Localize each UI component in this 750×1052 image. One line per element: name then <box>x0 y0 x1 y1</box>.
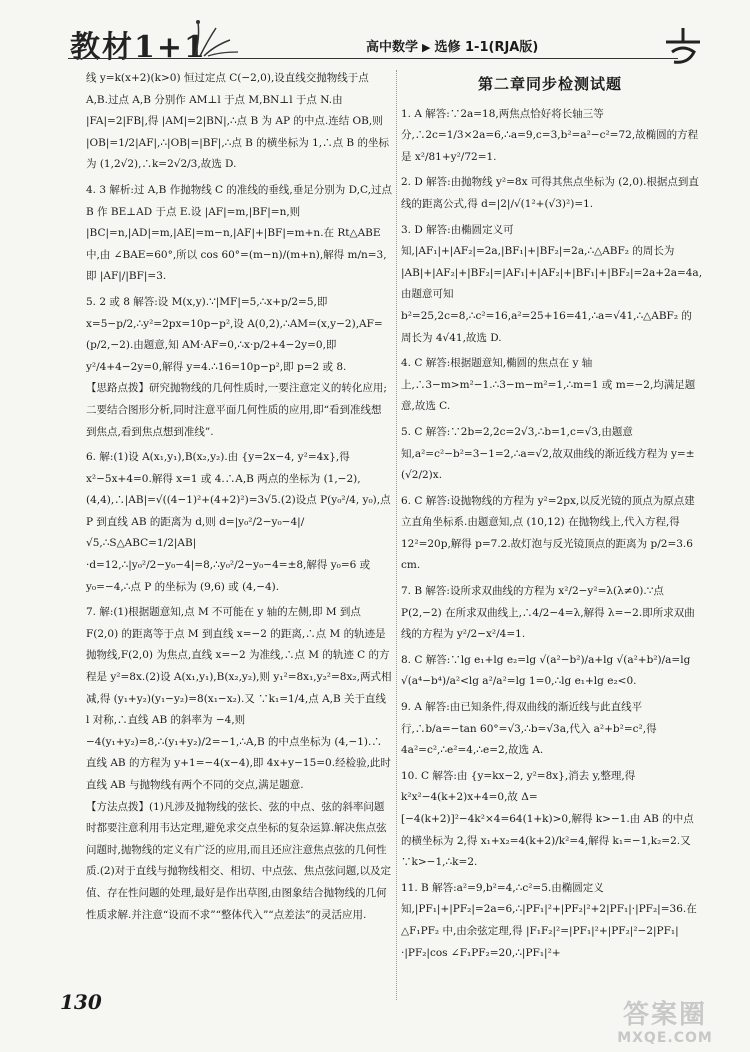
corner-glyph-icon <box>660 22 706 68</box>
brand-logo: 教材1+1 <box>70 30 207 65</box>
watermark-main: 答案圈 <box>622 1000 707 1030</box>
page-number: 130 <box>60 990 102 1014</box>
answer-r3: 3. D 解答:由椭圆定义可知,|AF₁|+|AF₂|=2a,|BF₁|+|BF₂|=2a,∴△ABF₂ 的周长为 |AB|+|AF₂|+|BF₂|=|AF₁|+|AF₂|+|BF₁|+|BF₂|=2a+2a=4a,由题意可知 b²=25,2c=8,∴c²=16,a²=25+16=41,∴a=√41,∴△ABF₂ 的周长为 4√41,故选 D. <box>401 223 703 344</box>
play-triangle-icon: ▶ <box>422 41 431 54</box>
answer-5: 5. 2 或 8 解答:设 M(x,y).∵|MF|=5,∴x+p/2=5,即 x=5−p/2,∴y²=2px=10p−p²,设 A(0,2),∴AM=(x,y−2),AF=(p/2,−2).由题意,知 AM·AF=0,∴x·p/2+4−2y=0,即 y²/4+4−2y=0,解得 y=4.∴16=10p−p²,即 p=2 或 8. <box>86 295 383 373</box>
answer-6: 6. 解:(1)设 A(x₁,y₁),B(x₂,y₂).由 {y=2x−4, y²=4x},得 x²−5x+4=0.解得 x=1 或 4.∴A,B 两点的坐标为 (1,−2),(4,4),∴|AB|=√((4−1)²+(4+2)²)=3√5.(2)设点 P(y₀²/4, y₀),点 P 到直线 AB 的距离为 d,则 d=|y₀²/2−y₀−4|/√5,∴S△ABC=1/2|AB|·d=12,∴|y₀²/2−y₀−4|=8,∴y₀²/2−y₀−4=±8,解得 y₀=6 或 y₀=−4,∴点 P 的坐标为 (9,6) 或 (4,−4). <box>86 451 391 593</box>
answer-r7: 7. B 解答:设所求双曲线的方程为 x²/2−y²=λ(λ≠0).∵点 P(2,−2) 在所求双曲线上,∴4/2−4=λ,解得 λ=−2.即所求双曲线的方程为 y²/2−x²/4=1. <box>401 585 695 641</box>
answer-r9: 9. A 解答:由已知条件,得双曲线的渐近线与此直线平行,∴b/a=−tan 60°=√3,∴b=√3a,代入 a²+b²=c²,得 4a²=c²,∴e²=4,∴e=2,故选 A. <box>401 701 657 757</box>
answer-r11: 11. B 解答:a²=9,b²=4,∴c²=5.由椭圆定义知,|PF₁|+|PF₂|=2a=6,∴|PF₁|²+|PF₂|²+2|PF₁|·|PF₂|=36.在 △F₁PF₂ 中,由余弦定理,得 |F₁F₂|²=|PF₁|²+|PF₂|²−2|PF₁|·|PF₂|cos ∠F₁PF₂=20,∴|PF₁|²+ <box>401 881 697 959</box>
answer-4: 4. 3 解析:过 A,B 作抛物线 C 的准线的垂线,垂足分别为 D,C,过点 B 作 BE⊥AD 于点 E.设 |AF|=m,|BF|=n,则 |BC|=n,|AD|=m,|AE|=m−n,|AF|+|BF|=m+n.在 Rt△ABE 中,由 ∠BAE=60°,所以 cos 60°=(m−n)/(m+n),解得 m/n=3,即 |AF|/|BF|=3. <box>86 183 392 283</box>
answer-r5: 5. C 解答:∵2b=2,2c=2√3,∴b=1,c=√3,由题意知,a²=c²−b²=3−1=2,∴a=√2,故双曲线的渐近线方程为 y=±(√2/2)x. <box>401 425 695 482</box>
answer-r8: 8. C 解答:∵lg e₁+lg e₂=lg √(a²−b²)/a+lg √(a²+b²)/a=lg √(a⁴−b⁴)/a²<lg a²/a²=lg 1=0,∴lg e₁+lg e₂<0. <box>401 653 691 688</box>
answer-r2: 2. D 解答:由抛物线 y²=8x 可得其焦点坐标为 (2,0).根据点到直线的距离公式,得 d=|2|/√(1²+(√3)²)=1. <box>401 176 699 210</box>
edition-label: 选修 1-1(RJA版) <box>434 40 539 55</box>
watermark-url: MXQE.COM <box>617 1030 713 1046</box>
answer-r1: 1. A 解答:∵2a=18,两焦点恰好将长轴三等分,∴2c=1/3×2a=6,∴a=9,c=3,b²=a²−c²=72,故椭圆的方程是 x²/81+y²/72=1. <box>401 107 699 163</box>
answer-7-tip: 【方法点拨】(1)凡涉及抛物线的弦长、弦的中点、弦的斜率问题时都要注意利用韦达定理,避免求交点坐标的复杂运算.解决焦点弦问题时,抛物线的定义有广泛的应用,而且还应注意焦点弦的几何性质.(2)对于直线与抛物线相交、相切、中点弦、焦点弦问题,以及定值、存在性问题的处理,最好是作出草图,由图象结合抛物线的几何性质求解.并注意“设而不求”“整体代入”“点差法”的灵活应用. <box>86 800 392 921</box>
grass-decoration-icon <box>190 18 240 58</box>
header-rule <box>68 58 678 59</box>
subject-label: 高中数学 <box>366 40 419 55</box>
right-column <box>401 68 703 964</box>
answer-r10: 10. C 解答:由 {y=kx−2, y²=8x},消去 y,整理,得 k²x²−4(k+2)x+4=0,故 Δ=[−4(k+2)]²−4k²×4=64(1+k)>0,解得 k>−1.由 AB 的中点的横坐标为 2,得 x₁+x₂=4(k+2)/k²=4,解得 k₁=−1,k₂=2.又 ∵k>−1,∴k=2. <box>401 769 694 869</box>
answer-7: 7. 解:(1)根据题意知,点 M 不可能在 y 轴的左侧,即 M 到点 F(2,0) 的距离等于点 M 到直线 x=−2 的距离,∴点 M 的轨迹是抛物线,F(2,0) 为焦点,直线 x=−2 为准线,∴点 M 的轨迹 C 的方程是 y²=8x.(2)设 A(x₁,y₁),B(x₂,y₂),则 y₁²=8x₁,y₂²=8x₂,两式相减,得 (y₁+y₂)(y₁−y₂)=8(x₁−x₂).又 ∵k₁=1/4,点 A,B 关于直线 l 对称,∴直线 AB 的斜率为 −4,则 −4(y₁+y₂)=8,∴(y₁+y₂)/2=−1,∴A,B 的中点坐标为 (4,−1).∴直线 AB 的方程为 y+1=−4(x−4),即 4x+y−15=0.经检验,此时直线 AB 与抛物线有两个不同的交点,满足题意. <box>86 606 392 791</box>
answer-r6: 6. C 解答:设抛物线的方程为 y²=2px,以反光镜的顶点为原点建立直角坐标系.由题意知,点 (10,12) 在抛物线上,代入方程,得 12²=20p,解得 p=7.2.故灯泡与反光镜顶点的距离为 p/2=3.6 cm. <box>401 494 695 572</box>
left-column <box>86 68 392 926</box>
watermark <box>590 1000 740 1046</box>
answer-r4: 4. C 解答:根据题意知,椭圆的焦点在 y 轴上,∴3−m>m²−1.∴3−m−m²=1,∴m=1 或 m=−2,均满足题意,故选 C. <box>401 357 696 413</box>
column-divider <box>396 70 397 1000</box>
answer-3-continued: 线 y=k(x+2)(k>0) 恒过定点 C(−2,0),设直线交抛物线于点 A,B.过点 A,B 分别作 AM⊥l 于点 M,BN⊥l 于点 N.由 |FA|=2|FB|,得 |AM|=2|BN|,∴点 B 为 AP 的中点.连结 OB,则 |OB|=1/2|AF|,∴|OB|=|BF|,∴点 B 的横坐标为 1,∴点 B 的坐标为 (1,2√2),∴k=2√2/3,故选 D. <box>86 72 389 171</box>
header-subtitle <box>366 36 538 55</box>
page-header <box>0 0 750 66</box>
section-title: 第二章同步检测试题 <box>477 75 622 93</box>
answer-5-tip: 【思路点拨】研究抛物线的几何性质时,一要注意定义的转化应用;二要结合图形分析,同时注意平面几何性质的应用,即“看到准线想到焦点,看到焦点想到准线”. <box>86 382 387 438</box>
